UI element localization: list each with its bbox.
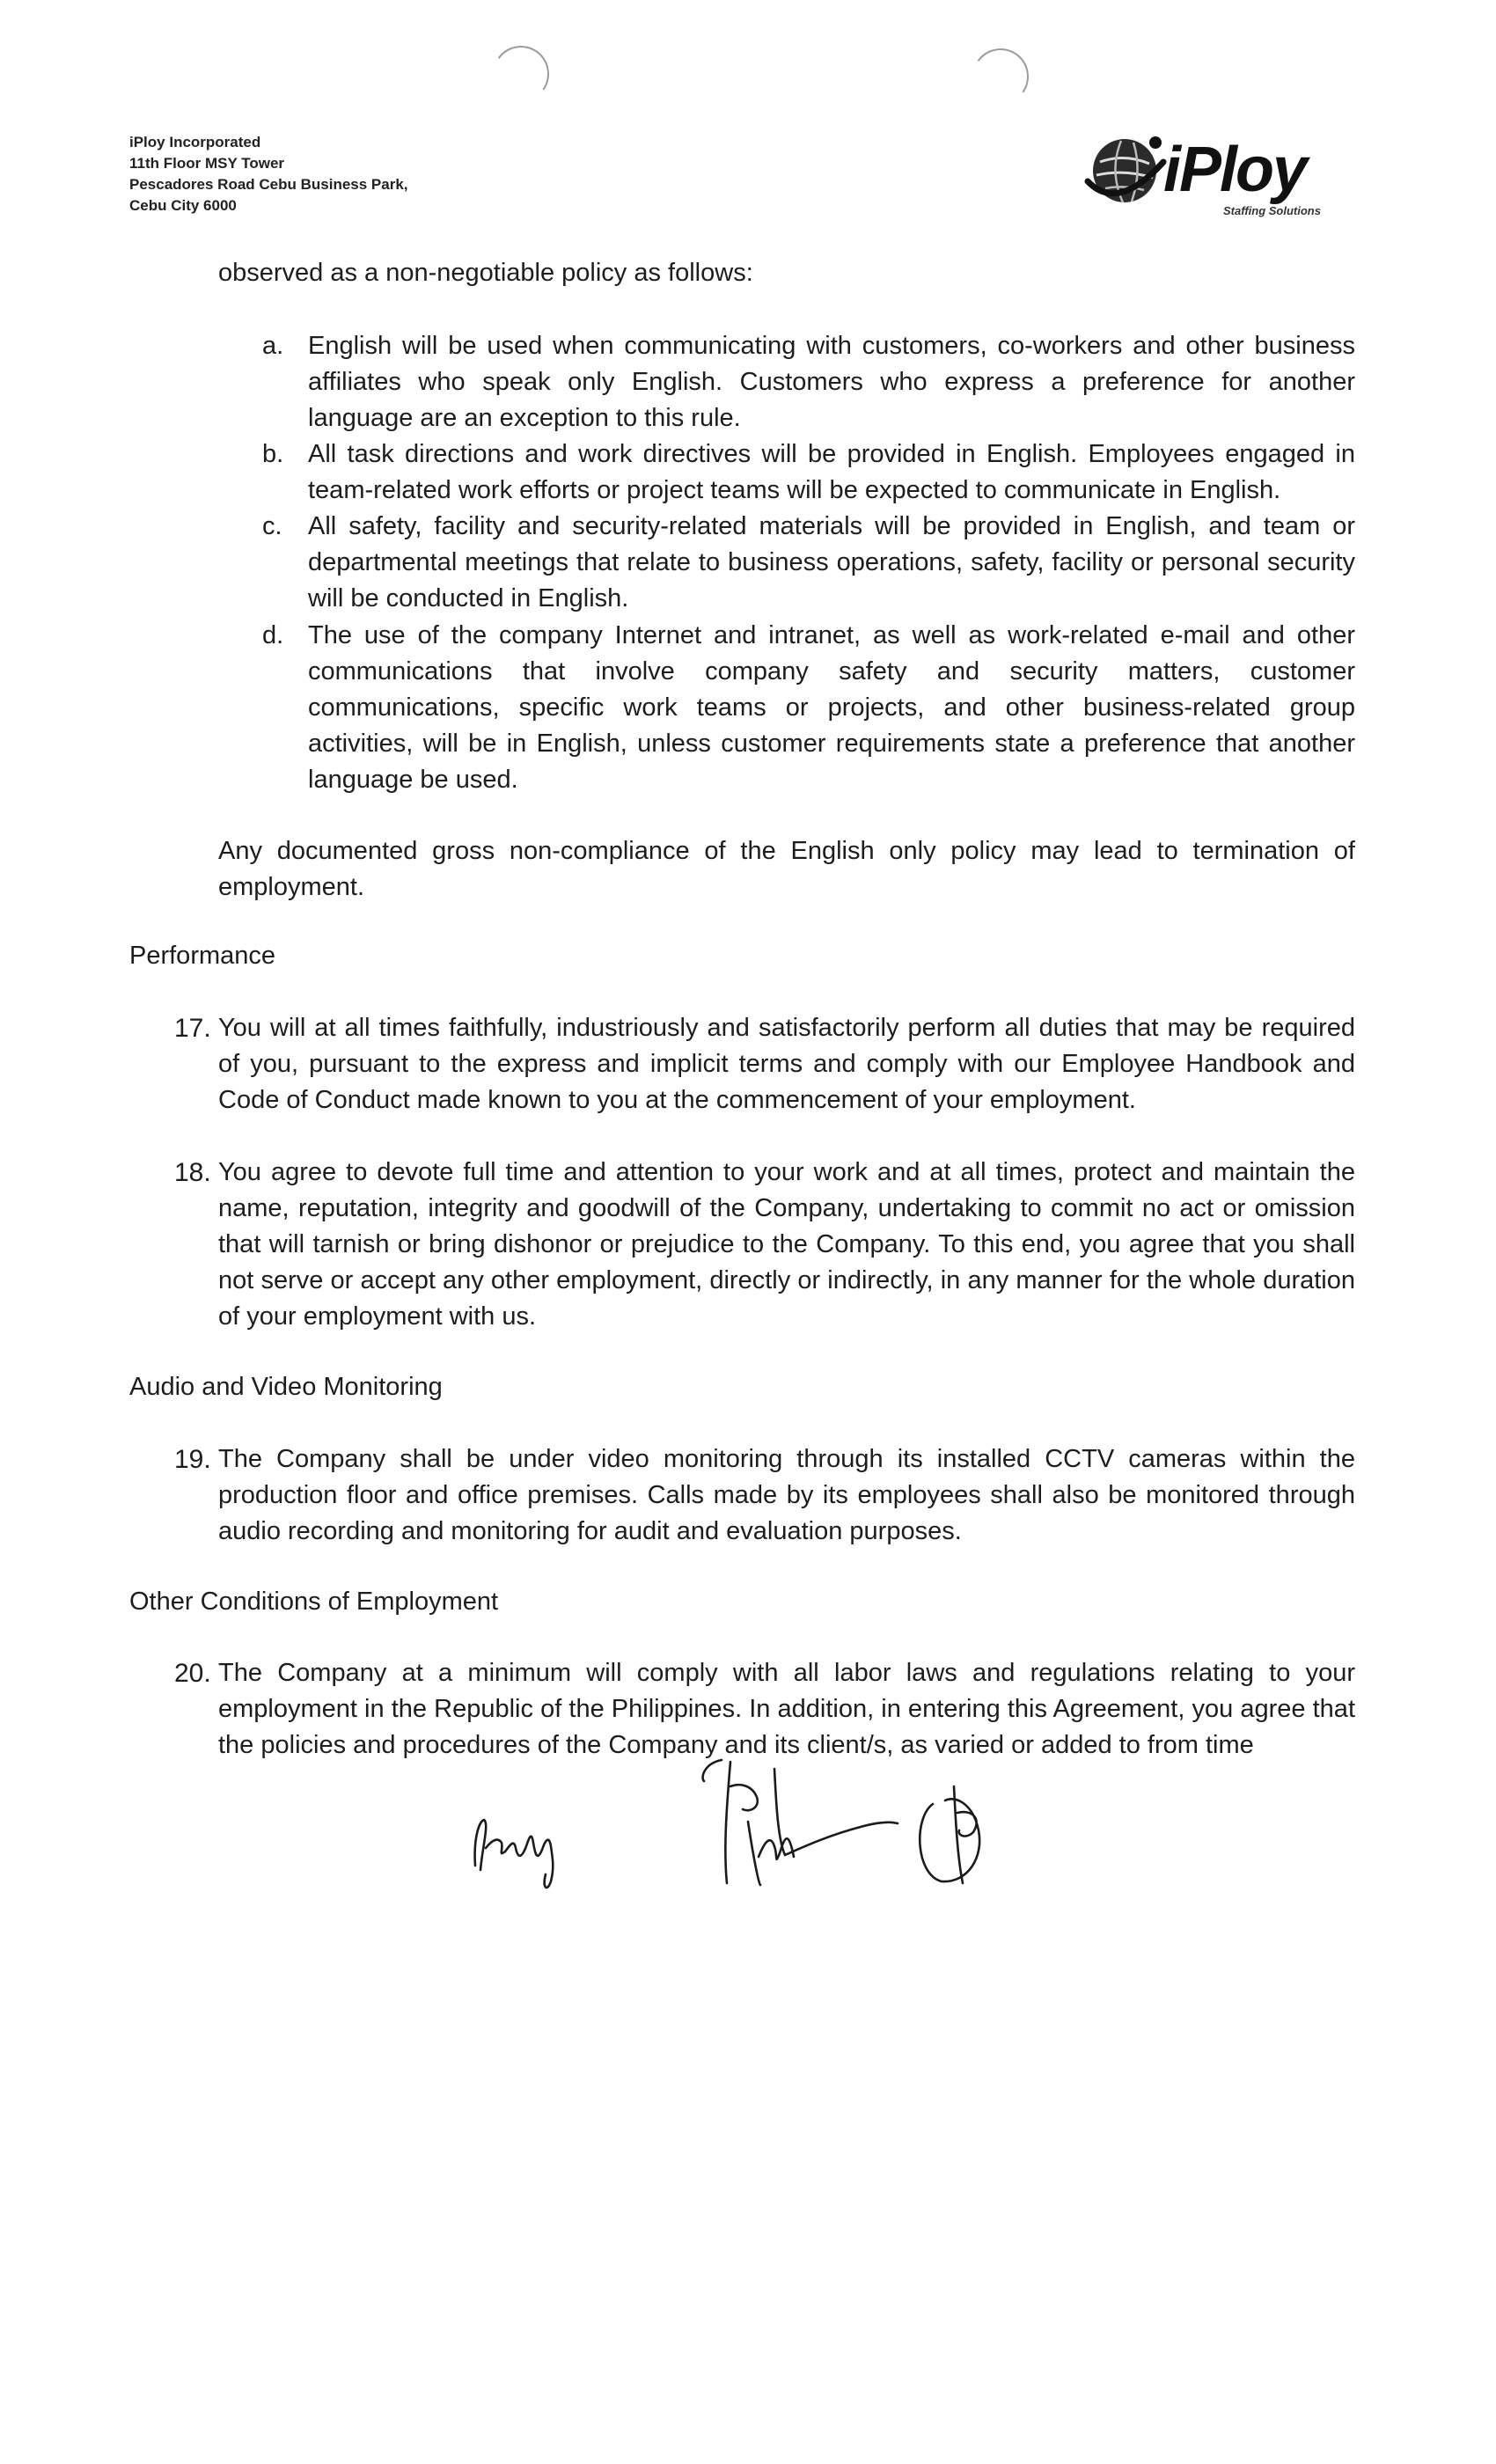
section-heading-performance: Performance xyxy=(129,942,276,970)
policy-marker-c: c. xyxy=(262,512,282,540)
address-line-3: Pescadores Road Cebu Business Park, xyxy=(129,176,408,193)
clause-number-18: 18. xyxy=(174,1158,211,1187)
address-line-4: Cebu City 6000 xyxy=(129,197,237,214)
logo-wordmark: iPloy xyxy=(1163,135,1307,205)
scan-mark-left xyxy=(488,41,554,106)
clause-number-17: 17. xyxy=(174,1014,211,1043)
company-address xyxy=(129,132,408,216)
clause-17-text: You will at all times faithfully, industriously and satisfactorily perform all duties that may be required of you, pursuant to the express and implicit terms and comply with our Employee Handbook and Code of Conduct made known to you at the commencement of your employment. xyxy=(218,1014,1355,1114)
section-heading-other-conditions: Other Conditions of Employment xyxy=(129,1588,499,1616)
clause-20-text: The Company at a minimum will comply with all labor laws and regulations relating to your employment in the Republic of the Philippines. In addition, in entering this Agreement, you agree that the policies and procedures of the Company and its client/s, as varied or added to from time xyxy=(218,1659,1355,1759)
policy-item-c: All safety, facility and security-related materials will be provided in English, and team or departmental meetings that relate to business operations, safety, facility or personal security will be conducted in English. xyxy=(308,512,1355,612)
signature-initials xyxy=(440,1751,1074,1901)
policy-item-a: English will be used when communicating with customers, co-workers and other business affiliates who speak only English. Customers who express a preference for another language are an exception to this rule. xyxy=(308,332,1355,432)
clause-19-text: The Company shall be under video monitoring through its installed CCTV cameras within the production floor and office premises. Calls made by its employees shall also be monitored through audio recording and monitoring for audit and evaluation purposes. xyxy=(218,1445,1355,1545)
company-logo xyxy=(1082,123,1338,220)
clause-number-20: 20. xyxy=(174,1659,211,1688)
policy-item-d: The use of the company Internet and intranet, as well as work-related e-mail and other communications that involve company safety and security matters, customer communications, specific work teams or projects, and other business-related group activities, will be in English, unless customer requirements state a preference that another language be used. xyxy=(308,621,1355,794)
globe-icon xyxy=(1082,127,1170,215)
address-line-2: 11th Floor MSY Tower xyxy=(129,155,285,172)
intro-line: observed as a non-negotiable policy as follows: xyxy=(218,259,753,287)
policy-marker-a: a. xyxy=(262,332,284,360)
signature-initial-2 xyxy=(703,1760,898,1885)
policy-marker-b: b. xyxy=(262,440,284,468)
section-heading-monitoring: Audio and Video Monitoring xyxy=(129,1373,443,1401)
signature-initial-1 xyxy=(475,1820,554,1888)
signature-initial-3 xyxy=(920,1786,979,1883)
policy-marker-d: d. xyxy=(262,621,284,649)
policy-item-b: All task directions and work directives will be provided in English. Employees engaged in team-related work efforts or project teams will be expected to communicate in English. xyxy=(308,440,1355,504)
logo-tagline: Staffing Solutions xyxy=(1223,204,1321,217)
scan-mark-right xyxy=(968,44,1033,109)
clause-number-19: 19. xyxy=(174,1445,211,1474)
address-line-1: iPloy Incorporated xyxy=(129,134,261,150)
noncompliance-paragraph: Any documented gross non-compliance of the English only policy may lead to termination of employment. xyxy=(218,837,1355,901)
clause-18-text: You agree to devote full time and attention to your work and at all times, protect and maintain the name, reputation, integrity and goodwill of the Company, undertaking to commit no act or omission that will tarnish or bring dishonor or prejudice to the Company. To this end, you agree that you shall not serve or accept any other employment, directly or indirectly, in any manner for the whole duration of your employment with us. xyxy=(218,1158,1355,1331)
